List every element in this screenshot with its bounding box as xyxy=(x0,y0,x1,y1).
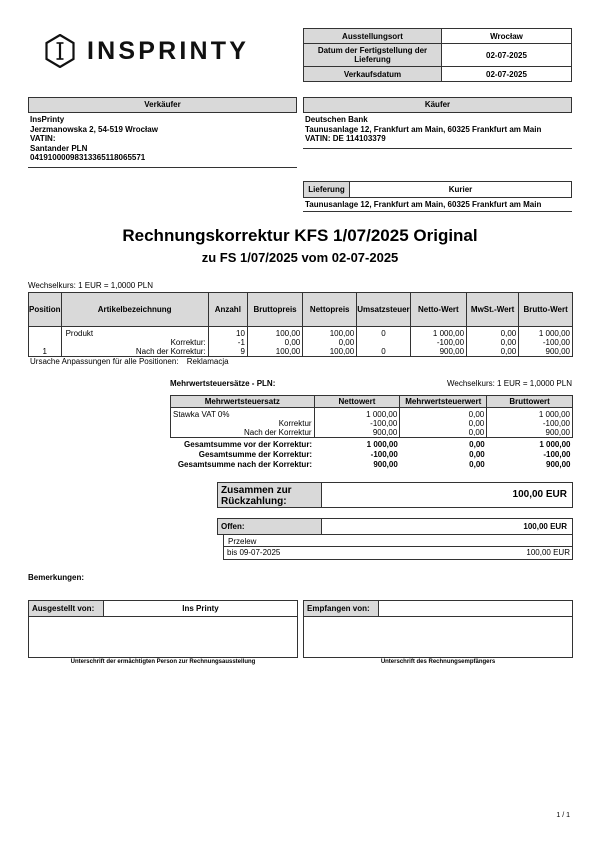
hexagon-logo-icon xyxy=(45,34,75,68)
vat-title: Mehrwertsteuersätze - PLN: xyxy=(170,379,276,388)
payment-method: Przelew xyxy=(224,535,572,547)
table-row xyxy=(171,419,573,428)
delivery-address: Taunusanlage 12, Frankfurt am Main, 60325 Frankfurt am Main xyxy=(305,200,542,209)
cell: 100,00 xyxy=(303,327,357,339)
table-row xyxy=(29,327,573,339)
table-row xyxy=(29,338,573,347)
cell: -100,00 xyxy=(314,419,400,428)
payment-due-amount: 100,00 EUR xyxy=(526,548,570,557)
seller-details xyxy=(28,115,297,163)
sum-label: Gesamtsumme vor der Korrektur: xyxy=(184,440,313,449)
meta-value: 02-07-2025 xyxy=(442,67,572,82)
refund-box xyxy=(217,482,573,508)
seller-line: 04191000098313365118065571 xyxy=(30,153,146,163)
meta-table xyxy=(303,28,572,82)
meta-row xyxy=(304,29,572,44)
cell: 900,00 xyxy=(487,428,573,438)
sum-label: Gesamtsumme nach der Korrektur: xyxy=(177,460,313,469)
meta-label: Datum der Fertigstellung der Lieferung xyxy=(304,44,442,67)
meta-value: 02-07-2025 xyxy=(442,44,572,67)
col-header: Nettowert xyxy=(314,396,400,408)
vat-header-row xyxy=(171,396,573,408)
sum-label: Gesamtsumme der Korrektur: xyxy=(198,450,313,459)
meta-label: Ausstellungsort xyxy=(304,29,442,44)
buyer-details xyxy=(303,115,572,144)
seller-line: Jerzmanowska 2, 54-519 Wrocław xyxy=(30,124,158,134)
cell: 0 xyxy=(357,327,410,339)
col-header: Brutto-Wert xyxy=(519,293,573,327)
brand-name: INSPRINTY xyxy=(87,36,250,65)
col-header: Nettopreis xyxy=(303,293,357,327)
cell: 9 xyxy=(208,347,247,357)
reason-line xyxy=(30,357,229,366)
position-number: 1 xyxy=(29,347,62,357)
cell: 0,00 xyxy=(303,338,357,347)
open-label: Offen: xyxy=(218,519,322,534)
sum-row xyxy=(171,438,573,451)
payment-details xyxy=(223,535,573,560)
col-header: Netto-Wert xyxy=(410,293,466,327)
buyer-heading: Käufer xyxy=(303,97,572,113)
cell: 0,00 xyxy=(400,419,487,428)
nach-label: Nach der Korrektur: xyxy=(61,347,208,357)
table-row xyxy=(171,408,573,420)
sum-row xyxy=(171,450,573,460)
cell: 0,00 xyxy=(467,338,519,347)
cell: -100,00 xyxy=(519,338,573,347)
payment-due-date: bis 09-07-2025 xyxy=(227,548,281,557)
cell: 0,00 xyxy=(467,347,519,357)
meta-value: Wrocław xyxy=(442,29,572,44)
buyer-divider xyxy=(303,148,572,149)
sum-brutto: -100,00 xyxy=(543,450,571,459)
col-header: Mehrwertsteuerwert xyxy=(400,396,487,408)
issued-label: Ausgestellt von: xyxy=(29,601,104,616)
vat-korrektur-label: Korrektur xyxy=(171,419,315,428)
sum-brutto: 1 000,00 xyxy=(539,440,571,449)
reason-label: Ursache Anpassungen für alle Positionen: xyxy=(30,357,179,366)
cell: 0 xyxy=(357,347,410,357)
document-subtitle: zu FS 1/07/2025 vom 02-07-2025 xyxy=(201,250,399,265)
received-head xyxy=(304,601,572,617)
sum-netto: -100,00 xyxy=(370,450,398,459)
cell: 0,00 xyxy=(400,428,487,438)
cell: 0,00 xyxy=(400,408,487,420)
vat-rate-name: Stawka VAT 0% xyxy=(171,408,315,420)
items-header-row xyxy=(29,293,573,327)
issued-box xyxy=(28,600,298,658)
cell: 100,00 xyxy=(247,327,302,339)
table-row xyxy=(171,428,573,438)
col-header: Position xyxy=(29,293,62,327)
cell: 900,00 xyxy=(519,347,573,357)
received-box xyxy=(303,600,573,658)
buyer-line: VATIN: DE 114103379 xyxy=(305,134,386,144)
sum-vat: 0,00 xyxy=(469,460,485,469)
open-value: 100,00 EUR xyxy=(523,522,567,531)
items-table xyxy=(28,292,573,357)
issued-value: Ins Printy xyxy=(182,604,219,613)
payment-due-row xyxy=(224,547,572,557)
buyer-line: Taunusanlage 12, Frankfurt am Main, 60325 Frankfurt am Main xyxy=(305,124,542,134)
cell: 0,00 xyxy=(247,338,302,347)
vat-exchange-rate: Wechselkurs: 1 EUR = 1,0000 PLN xyxy=(446,379,572,388)
col-header: Mehrwertsteuersatz xyxy=(171,396,315,408)
delivery-label: Lieferung xyxy=(304,182,350,198)
seller-line: InsPrinty xyxy=(30,115,65,124)
document-title: Rechnungskorrektur KFS 1/07/2025 Original xyxy=(122,226,478,245)
refund-value: 100,00 EUR xyxy=(512,489,567,500)
seller-line: VATIN: xyxy=(30,134,56,144)
cell: 100,00 xyxy=(247,347,302,357)
seller-section xyxy=(28,97,297,168)
meta-label: Verkaufsdatum xyxy=(304,67,442,82)
product-name: Produkt xyxy=(61,327,208,339)
brand-logo xyxy=(45,34,249,68)
delivery-value: Kurier xyxy=(350,182,572,198)
meta-row xyxy=(304,44,572,67)
cell: 900,00 xyxy=(410,347,466,357)
cell: 1 000,00 xyxy=(519,327,573,339)
buyer-section xyxy=(303,97,572,149)
buyer-line: Deutschen Bank xyxy=(305,115,368,124)
col-header: MwSt.-Wert xyxy=(467,293,519,327)
reason-value: Reklamacja xyxy=(186,357,229,366)
sum-vat: 0,00 xyxy=(469,440,485,449)
cell: 1 000,00 xyxy=(314,408,400,420)
vat-table xyxy=(170,395,573,470)
sum-netto: 900,00 xyxy=(373,460,398,469)
cell: 0,00 xyxy=(467,327,519,339)
cell: 10 xyxy=(208,327,247,339)
cell: 900,00 xyxy=(314,428,400,438)
page-number: 1 / 1 xyxy=(556,812,570,819)
received-value xyxy=(379,601,572,616)
col-header: Bruttopreis xyxy=(247,293,302,327)
meta-row xyxy=(304,67,572,82)
col-header: Anzahl xyxy=(208,293,247,327)
refund-label: Zusammen zur Rückzahlung: xyxy=(218,483,322,507)
seller-heading: Verkäufer xyxy=(28,97,297,113)
delivery-divider xyxy=(303,211,572,212)
table-row xyxy=(29,347,573,357)
cell: 1 000,00 xyxy=(487,408,573,420)
col-header: Umsatzsteuer xyxy=(357,293,410,327)
cell: -1 xyxy=(208,338,247,347)
korrektur-label: Korrektur: xyxy=(61,338,208,347)
issued-caption: Unterschrift der ermächtigten Person zur Rechnungsausstellung xyxy=(70,659,256,665)
sum-vat: 0,00 xyxy=(469,450,485,459)
col-header: Bruttowert xyxy=(487,396,573,408)
sum-brutto: 900,00 xyxy=(546,460,571,469)
received-label: Empfangen von: xyxy=(304,601,379,616)
cell: -100,00 xyxy=(410,338,466,347)
col-header: Artikelbezeichnung xyxy=(61,293,208,327)
vat-nach-label: Nach der Korrektur xyxy=(171,428,315,438)
cell: 1 000,00 xyxy=(410,327,466,339)
sum-row xyxy=(171,460,573,470)
open-box xyxy=(217,518,573,535)
seller-line: Santander PLN xyxy=(30,143,88,153)
sum-netto: 1 000,00 xyxy=(366,440,398,449)
seller-divider xyxy=(28,167,297,168)
issued-head xyxy=(29,601,297,617)
exchange-rate: Wechselkurs: 1 EUR = 1,0000 PLN xyxy=(28,281,154,290)
received-caption: Unterschrift des Rechnungsempfängers xyxy=(380,659,496,665)
cell: 100,00 xyxy=(303,347,357,357)
remarks-label: Bemerkungen: xyxy=(28,573,85,582)
delivery-table xyxy=(303,181,572,198)
cell: -100,00 xyxy=(487,419,573,428)
